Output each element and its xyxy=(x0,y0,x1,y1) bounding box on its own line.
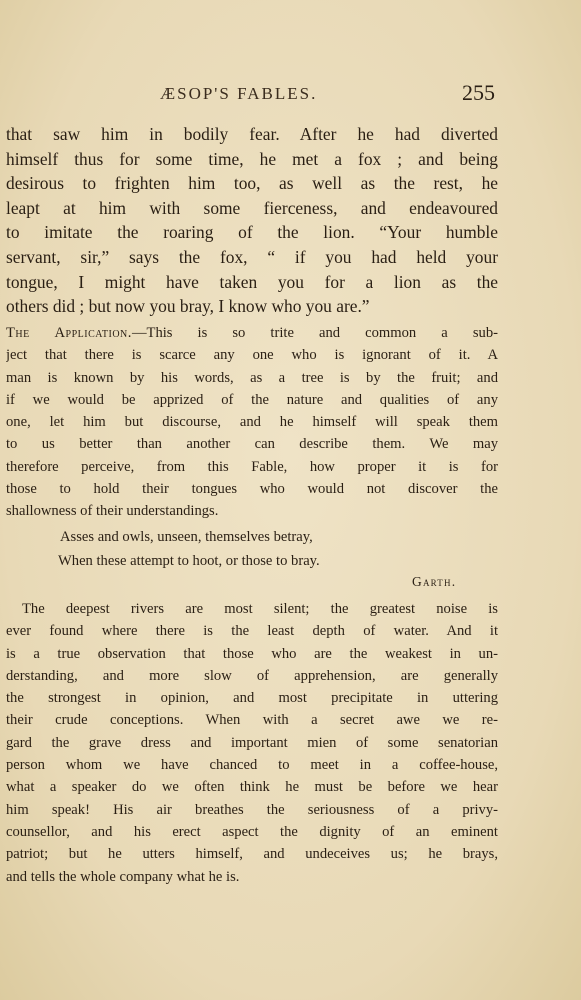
text-line: him speak! His air breathes the seriousness of a privy- xyxy=(6,801,498,818)
text-line: to us better than another can describe them. We may xyxy=(6,436,498,453)
text-line: that saw him in bodily fear. After he had diverted xyxy=(6,124,498,144)
application-paragraph xyxy=(6,322,498,523)
text-line: tongue, I might have taken you for a lion as the xyxy=(6,271,498,292)
text-line: if we would be apprized of the nature and qualities of any xyxy=(6,391,498,408)
text-line: gard the grave dress and important mien of some senatorian xyxy=(6,734,498,751)
text-line: himself thus for some time, he met a fox ; and being xyxy=(6,148,498,169)
text-line: servant, sir,” says the fox, “ if you had held your xyxy=(6,246,498,267)
page-header xyxy=(0,80,581,108)
text-line: man is known by his words, as a tree is by the fruit; and xyxy=(6,369,498,386)
fable-ending-paragraph xyxy=(6,122,498,319)
text-line: and tells the whole company what he is. xyxy=(6,868,240,885)
text-line: to imitate the roaring of the lion. “Your humble xyxy=(6,222,498,243)
verse-line: When these attempt to hoot, or those to bray. xyxy=(58,553,320,569)
text-line: derstanding, and more slow of apprehension, are generally xyxy=(6,667,498,684)
verse-attribution: Garth. xyxy=(412,574,457,589)
text-line xyxy=(6,322,498,344)
application-text: —This is so trite and common a sub- xyxy=(131,325,498,341)
text-line: ever found where there is the least depth of water. And it xyxy=(6,623,498,640)
text-line: shallowness of their understandings. xyxy=(6,503,219,520)
text-line: the strongest in opinion, and most precipitate in uttering xyxy=(6,690,498,707)
text-line: The deepest rivers are most silent; the greatest noise is xyxy=(22,601,498,617)
text-line: patriot; but he utters himself, and undeceives us; he brays, xyxy=(6,846,498,863)
text-line: desirous to frighten him too, as well as the rest, he xyxy=(6,173,498,194)
text-line: counsellor, and his erect aspect the dignity of an eminent xyxy=(6,823,498,840)
text-line: others did ; but now you bray, I know who you are.” xyxy=(6,296,370,317)
text-line: leapt at him with some fierceness, and endeavoured xyxy=(6,197,498,218)
text-line: person whom we have chanced to meet in a coffee-house, xyxy=(6,757,498,774)
text-line: one, let him but discourse, and he himself will speak them xyxy=(6,414,498,431)
application-label: The Application. xyxy=(6,325,132,341)
page-number: 255 xyxy=(462,80,495,105)
text-line: therefore perceive, from this Fable, how proper it is for xyxy=(6,458,498,475)
text-line: those to hold their tongues who would not discover the xyxy=(6,481,498,498)
verse-quotation xyxy=(60,525,320,573)
text-line: is a true observation that those who are the weakest in un- xyxy=(6,645,498,662)
verse-line: Asses and owls, unseen, themselves betray, xyxy=(60,529,313,545)
running-head: ÆSOP'S FABLES. xyxy=(160,84,318,103)
text-line: what a speaker do we often think he must be before we hear xyxy=(6,779,498,796)
text-line: their crude conceptions. When with a secret awe we re- xyxy=(6,712,498,729)
closing-paragraph xyxy=(6,598,498,888)
text-line: ject that there is scarce any one who is ignorant of it. A xyxy=(6,347,498,364)
